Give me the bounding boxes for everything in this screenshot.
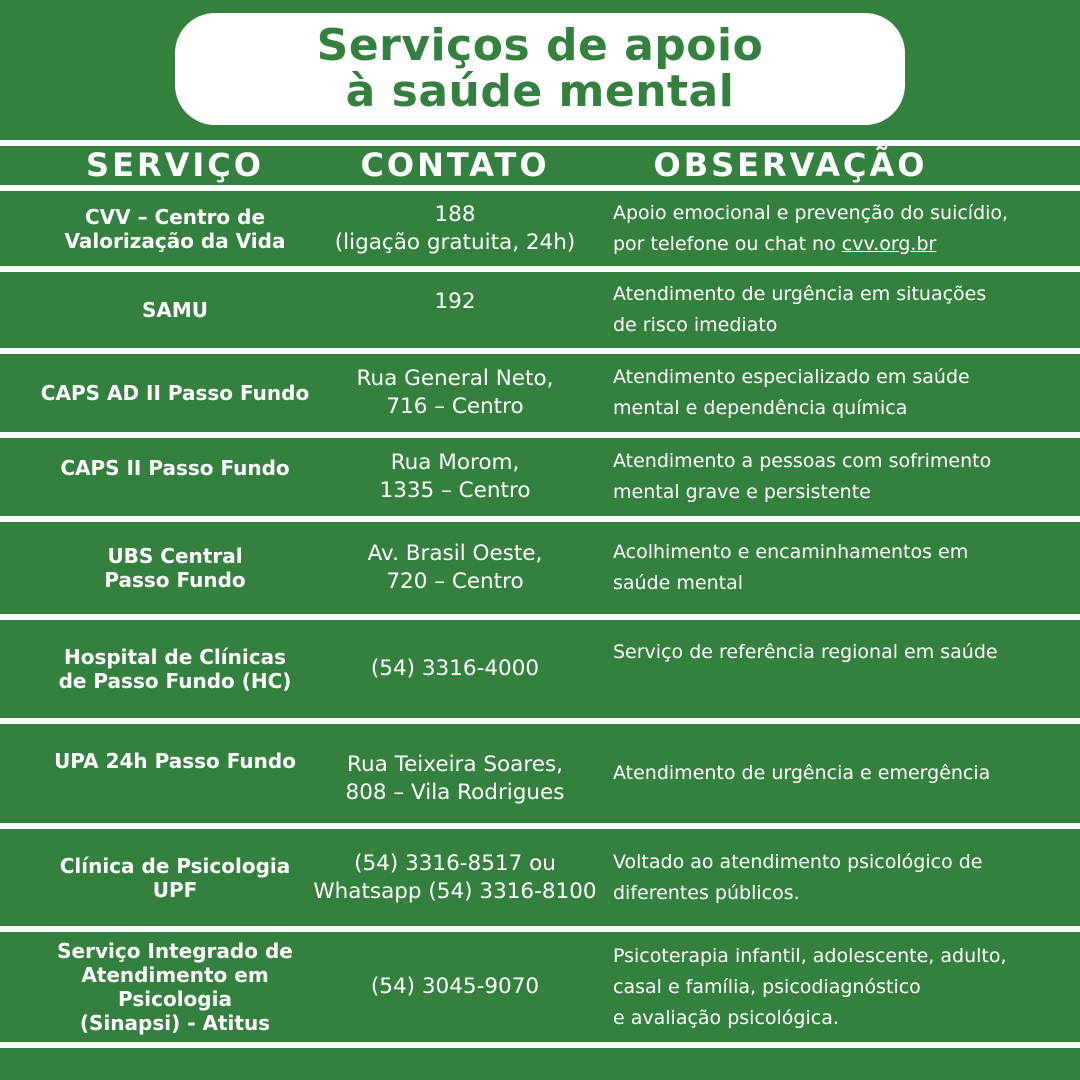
service-cell [30, 272, 320, 348]
service-name: Serviço Integrado de [57, 939, 293, 963]
observation-cell [613, 272, 1058, 348]
service-name: Passo Fundo [104, 568, 246, 592]
contact-text: 188 [434, 201, 476, 227]
observation-text [613, 229, 936, 260]
observation-text: diferentes públicos. [613, 881, 800, 904]
service-name: SAMU [141, 298, 209, 322]
observation-cell [613, 522, 1058, 614]
table-row [0, 191, 1080, 266]
column-header-service: SERVIÇO [86, 146, 264, 184]
observation-text: Apoio emocional e prevenção do suicídio, [613, 201, 1009, 224]
table-row [0, 724, 1080, 823]
observation-text: Atendimento a pessoas com sofrimento [613, 450, 992, 472]
table-row [0, 829, 1080, 926]
table-row [0, 620, 1080, 718]
contact-text: (ligação gratuita, 24h) [334, 229, 576, 255]
contact-cell [320, 620, 590, 718]
service-cell [30, 522, 320, 614]
observation-text: Voltado ao atendimento psicológico de [613, 850, 983, 873]
service-name: UPA 24h Passo Fundo [54, 749, 296, 773]
service-name: Hospital de Clínicas [63, 645, 286, 669]
service-cell [30, 932, 320, 1042]
contact-text: Whatsapp (54) 3316-8100 [313, 878, 597, 904]
observation-text: e avaliação psicológica. [613, 1006, 839, 1029]
column-header-contact: CONTATO [360, 146, 550, 184]
observation-cell [613, 354, 1058, 432]
table-row [0, 932, 1080, 1042]
contact-cell [320, 932, 590, 1042]
title-banner [175, 13, 905, 125]
contact-text: (54) 3045-9070 [370, 974, 540, 999]
service-name: CVV – Centro de [84, 204, 266, 229]
table-row [0, 438, 1080, 516]
column-header-observation: OBSERVAÇÃO [653, 146, 928, 184]
service-name: UBS Central [107, 544, 243, 568]
observation-text: Atendimento especializado em saúde [613, 366, 970, 388]
contact-cell [313, 829, 597, 926]
contact-text: 808 – Vila Rodrigues [345, 779, 565, 805]
contact-text: Rua Teixeira Soares, [346, 751, 563, 777]
contact-text: Rua Morom, [390, 450, 520, 475]
page-title-line-1: Serviços de apoio [316, 20, 764, 71]
observation-cell [613, 620, 1058, 718]
observation-cell [613, 829, 1058, 926]
contact-text: Av. Brasil Oeste, [367, 541, 543, 566]
service-name: CAPS AD II Passo Fundo [40, 381, 310, 405]
contact-text: Rua General Neto, [356, 366, 554, 391]
contact-cell [320, 191, 590, 266]
service-name: UPF [152, 877, 198, 902]
contact-text: 192 [434, 289, 476, 314]
observation-text-prefix: por telefone ou chat no [613, 232, 842, 255]
observation-text: Atendimento de urgência em situações [613, 283, 987, 305]
service-cell [30, 191, 320, 266]
service-name: (Sinapsi) - Atitus [79, 1011, 271, 1035]
contact-cell [320, 724, 590, 823]
service-name: de Passo Fundo (HC) [58, 669, 292, 693]
observation-cell [613, 191, 1058, 266]
row-divider [0, 1042, 1080, 1048]
observation-text: mental e dependência química [613, 397, 908, 419]
contact-text: 720 – Centro [386, 569, 524, 594]
contact-text: 716 – Centro [386, 394, 524, 419]
observation-text: Psicoterapia infantil, adolescente, adulto, [613, 944, 1007, 967]
observation-cell [613, 932, 1058, 1042]
contact-cell [320, 272, 590, 348]
observation-text: saúde mental [613, 572, 743, 594]
observation-text: Atendimento de urgência e emergência [613, 762, 991, 784]
observation-cell [613, 438, 1058, 516]
page-title-line-2: à saúde mental [345, 66, 735, 117]
observation-text: de risco imediato [613, 314, 778, 336]
service-name: CAPS II Passo Fundo [60, 456, 290, 480]
contact-text: 1335 – Centro [379, 478, 531, 503]
contact-text: (54) 3316-8517 ou [354, 850, 556, 876]
service-cell [30, 829, 320, 926]
contact-text: (54) 3316-4000 [370, 656, 540, 681]
service-cell [30, 438, 320, 516]
service-cell [30, 354, 320, 432]
contact-cell [320, 522, 590, 614]
observation-text: Acolhimento e encaminhamentos em [613, 541, 969, 563]
observation-cell [613, 724, 1058, 823]
table-row [0, 272, 1080, 348]
cvv-link[interactable]: cvv.org.br [841, 232, 937, 255]
table-row [0, 354, 1080, 432]
service-name: Valorização da Vida [64, 228, 286, 253]
observation-text: casal e família, psicodiagnóstico [613, 975, 921, 998]
table-row [0, 522, 1080, 614]
contact-cell [320, 354, 590, 432]
observation-text: mental grave e persistente [613, 481, 871, 503]
observation-text: Serviço de referência regional em saúde [613, 641, 998, 663]
service-name: Psicologia [118, 987, 232, 1011]
service-cell [30, 724, 320, 823]
contact-cell [320, 438, 590, 516]
service-name: Clínica de Psicologia [59, 853, 291, 878]
service-name: Atendimento em [81, 963, 269, 987]
service-cell [30, 620, 320, 718]
